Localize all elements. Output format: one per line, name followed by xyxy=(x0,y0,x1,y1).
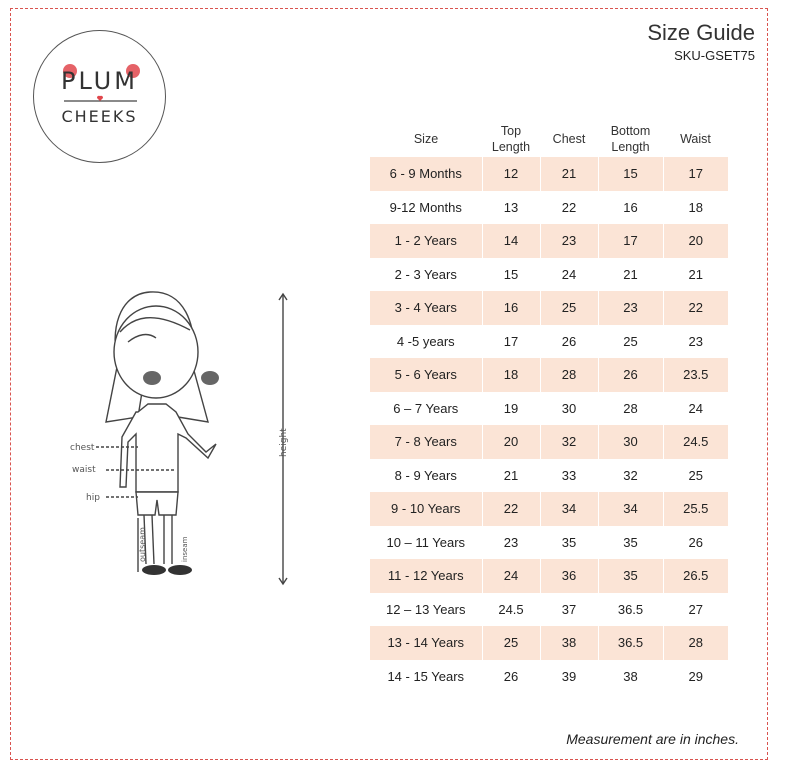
size-cell: 9-12 Months xyxy=(370,191,482,225)
measurement-cell: 23.5 xyxy=(663,358,728,392)
measurement-cell: 25 xyxy=(688,467,703,483)
page-title: Size Guide xyxy=(647,20,755,45)
size-cell: 1 - 2 Years xyxy=(370,224,482,258)
column-header: Bottom Length xyxy=(610,123,651,154)
measurement-cell: 24 xyxy=(540,258,598,292)
measurement-cell: 28 xyxy=(663,626,728,660)
measurement-cell: 35 xyxy=(598,526,663,560)
measurement-cell: 37 xyxy=(540,593,598,627)
measurement-cell: 14 xyxy=(482,224,540,258)
column-header: Chest xyxy=(552,131,586,146)
measurement-note: Measurement are in inches. xyxy=(566,731,739,747)
measurement-cell: 35 xyxy=(598,559,663,593)
measurement-cell: 15 xyxy=(482,258,540,292)
measurement-cell: 24 xyxy=(482,559,540,593)
measurement-cell: 26 xyxy=(482,660,540,694)
height-label: height xyxy=(279,428,289,457)
table-row xyxy=(370,459,728,493)
measurement-cell: 38 xyxy=(540,626,598,660)
measurement-cell: 28 xyxy=(540,358,598,392)
measurement-cell: 16 xyxy=(598,191,663,225)
size-cell: 4 -5 years xyxy=(370,325,482,359)
measurement-cell: 34 xyxy=(540,492,598,526)
column-header: Waist xyxy=(680,131,711,146)
size-table xyxy=(370,120,728,693)
size-cell: 5 - 6 Years xyxy=(370,358,482,392)
title-block xyxy=(647,20,755,63)
measurement-cell: 26 xyxy=(598,358,663,392)
table-row xyxy=(370,392,728,426)
measurement-cell: 13 xyxy=(482,191,540,225)
measurement-cell: 23 xyxy=(540,224,598,258)
size-cell: 13 - 14 Years xyxy=(370,626,482,660)
measurement-cell: 20 xyxy=(663,224,728,258)
size-cell: 12 – 13 Years xyxy=(370,593,482,627)
measurement-cell: 24 xyxy=(688,400,703,416)
table-row xyxy=(370,559,728,593)
inseam-label: inseam xyxy=(181,536,189,562)
measurement-cell: 33 xyxy=(540,459,598,493)
sku-code: SKU-GSET75 xyxy=(674,48,755,63)
column-header: Size xyxy=(413,131,439,146)
measurement-cell: 36 xyxy=(540,559,598,593)
measurement-cell: 21 xyxy=(482,459,540,493)
brand-logo xyxy=(33,30,166,163)
measurement-cell: 32 xyxy=(598,459,663,493)
measurement-cell: 25 xyxy=(540,291,598,325)
measurement-cell: 35 xyxy=(540,526,598,560)
measurement-cell: 36.5 xyxy=(598,626,663,660)
size-cell: 11 - 12 Years xyxy=(370,559,482,593)
measurement-cell: 28 xyxy=(598,392,663,426)
measurement-cell: 21 xyxy=(540,157,598,191)
size-cell: 2 - 3 Years xyxy=(370,258,482,292)
logo-text-bottom: CHEEKS xyxy=(61,107,138,126)
measurement-cell: 15 xyxy=(598,157,663,191)
measurement-cell: 18 xyxy=(482,358,540,392)
table-row xyxy=(370,291,728,325)
measurement-cell: 32 xyxy=(540,425,598,459)
measurement-cell: 36.5 xyxy=(598,593,663,627)
measurement-cell: 17 xyxy=(598,224,663,258)
logo-text-top: PLUM xyxy=(61,67,138,95)
table-row xyxy=(370,626,728,660)
measurement-cell: 21 xyxy=(598,258,663,292)
measurement-cell: 25 xyxy=(598,325,663,359)
measurement-cell: 20 xyxy=(482,425,540,459)
table-row xyxy=(370,325,728,359)
size-cell: 6 – 7 Years xyxy=(370,392,482,426)
measurement-cell: 24.5 xyxy=(663,425,728,459)
size-cell: 10 – 11 Years xyxy=(370,526,482,560)
table-row xyxy=(370,191,728,225)
size-cell: 9 - 10 Years xyxy=(370,492,482,526)
measurement-cell: 30 xyxy=(598,425,663,459)
table-row xyxy=(370,660,728,694)
table-row xyxy=(370,492,728,526)
measurement-cell: 25.5 xyxy=(663,492,728,526)
measurement-cell: 25 xyxy=(482,626,540,660)
measurement-cell: 22 xyxy=(540,191,598,225)
measurement-cell: 34 xyxy=(598,492,663,526)
measurement-cell: 23 xyxy=(598,291,663,325)
table-row xyxy=(370,224,728,258)
measurement-cell: 26 xyxy=(688,534,703,550)
measurement-cell: 39 xyxy=(540,660,598,694)
measurement-cell: 26.5 xyxy=(663,559,728,593)
measurement-cell: 24.5 xyxy=(482,593,540,627)
size-cell: 6 - 9 Months xyxy=(370,157,482,191)
column-header: Top Length xyxy=(491,123,531,154)
measurement-cell: 12 xyxy=(482,157,540,191)
measurement-cell: 17 xyxy=(663,157,728,191)
measurement-cell: 17 xyxy=(482,325,540,359)
child-figure-icon xyxy=(58,272,308,612)
table-row xyxy=(370,258,728,292)
measurement-cell: 16 xyxy=(482,291,540,325)
table-row xyxy=(370,526,728,560)
table-row xyxy=(370,157,728,191)
measurement-cell: 27 xyxy=(688,601,703,617)
table-row xyxy=(370,425,728,459)
measurement-cell: 29 xyxy=(688,668,703,684)
measurement-cell: 22 xyxy=(663,291,728,325)
size-cell: 3 - 4 Years xyxy=(370,291,482,325)
table-row xyxy=(370,358,728,392)
measurement-cell: 22 xyxy=(482,492,540,526)
hip-label: hip xyxy=(86,493,100,503)
measurement-cell: 26 xyxy=(540,325,598,359)
size-cell: 7 - 8 Years xyxy=(370,425,482,459)
waist-label: waist xyxy=(72,465,96,475)
measurement-cell: 23 xyxy=(688,333,703,349)
chest-label: chest xyxy=(70,443,95,453)
child-measurement-illustration xyxy=(58,272,308,612)
measurement-cell: 19 xyxy=(482,392,540,426)
measurement-cell: 18 xyxy=(688,199,703,215)
measurement-cell: 30 xyxy=(540,392,598,426)
size-cell: 14 - 15 Years xyxy=(370,660,482,694)
logo-hearts-icon xyxy=(34,31,167,164)
table-row xyxy=(370,593,728,627)
outseam-label: outseam xyxy=(138,527,147,562)
size-cell: 8 - 9 Years xyxy=(370,459,482,493)
measurement-cell: 38 xyxy=(598,660,663,694)
table-header-row xyxy=(370,120,728,157)
measurement-cell: 23 xyxy=(482,526,540,560)
measurement-cell: 21 xyxy=(688,266,703,282)
